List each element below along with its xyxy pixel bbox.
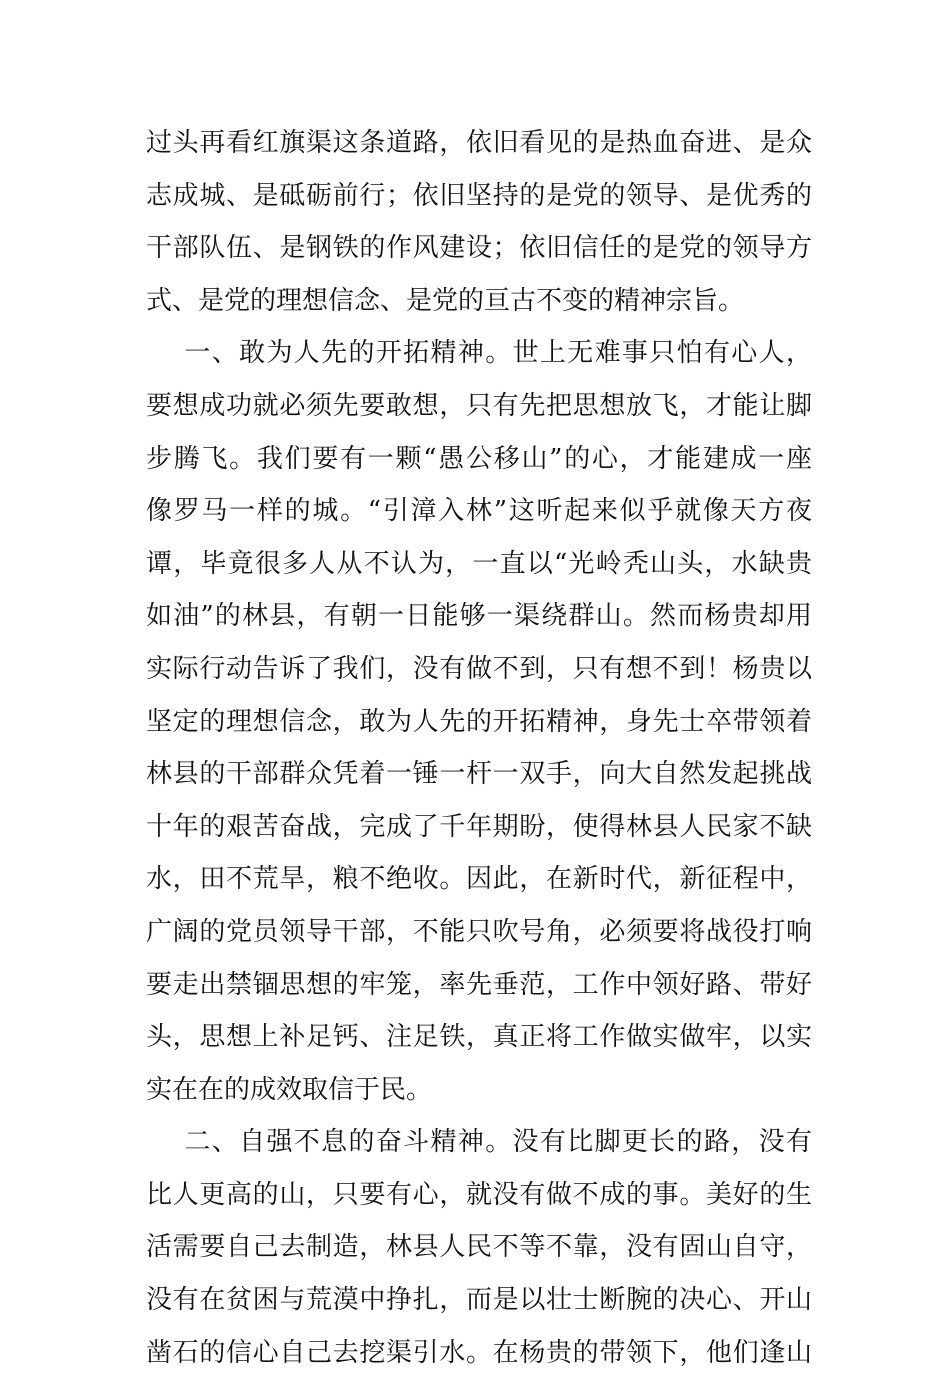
text-line: 没有在贫困与荒漠中挣扎，而是以壮士断腕的决心、开山 [146, 1285, 812, 1316]
text-line: 谭，毕竟很多人从不认为，一直以“光岭秃山头，水缺贵 [146, 548, 812, 579]
text-line: 志成城、是砥砺前行；依旧坚持的是党的领导、是优秀的 [146, 180, 812, 211]
text-line: 过头再看红旗渠这条道路，依旧看见的是热血奋进、是众 [146, 128, 812, 158]
text-line: 步腾飞。我们要有一颗“愚公移山”的心，才能建成一座 [146, 443, 812, 474]
document-body [146, 117, 812, 1379]
text-line: 活需要自己去制造，林县人民不等不靠，没有固山自守， [146, 1232, 812, 1263]
text-line: 实际行动告诉了我们，没有做不到，只有想不到！杨贵以 [146, 653, 812, 684]
text-line: 式、是党的理想信念、是党的亘古不变的精神宗旨。 [146, 285, 745, 316]
text-line: 要想成功就必须先要敢想，只有先把思想放飞，才能让脚 [146, 390, 812, 421]
text-line: 水，田不荒旱，粮不绝收。因此，在新时代，新征程中， [146, 864, 812, 895]
text-line: 林县的干部群众凭着一锤一杆一双手，向大自然发起挑战 [146, 759, 812, 790]
text-line: 广阔的党员领导干部，不能只吹号角，必须要将战役打响 [146, 916, 812, 947]
text-line: 要走出禁锢思想的牢笼，率先垂范，工作中领好路、带好 [146, 969, 812, 1000]
text-line: 十年的艰苦奋战，完成了千年期盼，使得林县人民家不缺 [146, 811, 812, 842]
text-line: 头，思想上补足钙、注足铁，真正将工作做实做牢，以实 [146, 1022, 812, 1053]
section-heading-line: 一、敢为人先的开拓精神。世上无难事只怕有心人， [146, 338, 812, 369]
text-line: 如油”的林县，有朝一日能够一渠绕群山。然而杨贵却用 [146, 601, 812, 632]
text-line: 实在在的成效取信于民。 [146, 1074, 433, 1105]
text-line: 比人更高的山，只要有心，就没有做不成的事。美好的生 [146, 1179, 812, 1210]
text-line: 干部队伍、是钢铁的作风建设；依旧信任的是党的领导方 [146, 233, 812, 264]
text-line: 凿石的信心自己去挖渠引水。在杨贵的带领下，他们逢山 [146, 1337, 812, 1368]
text-line: 坚定的理想信念，敢为人先的开拓精神，身先士卒带领着 [146, 706, 812, 737]
text-line: 像罗马一样的城。“引漳入林”这听起来似乎就像天方夜 [146, 496, 812, 527]
section-heading-line: 二、自强不息的奋斗精神。没有比脚更长的路，没有 [146, 1127, 812, 1158]
